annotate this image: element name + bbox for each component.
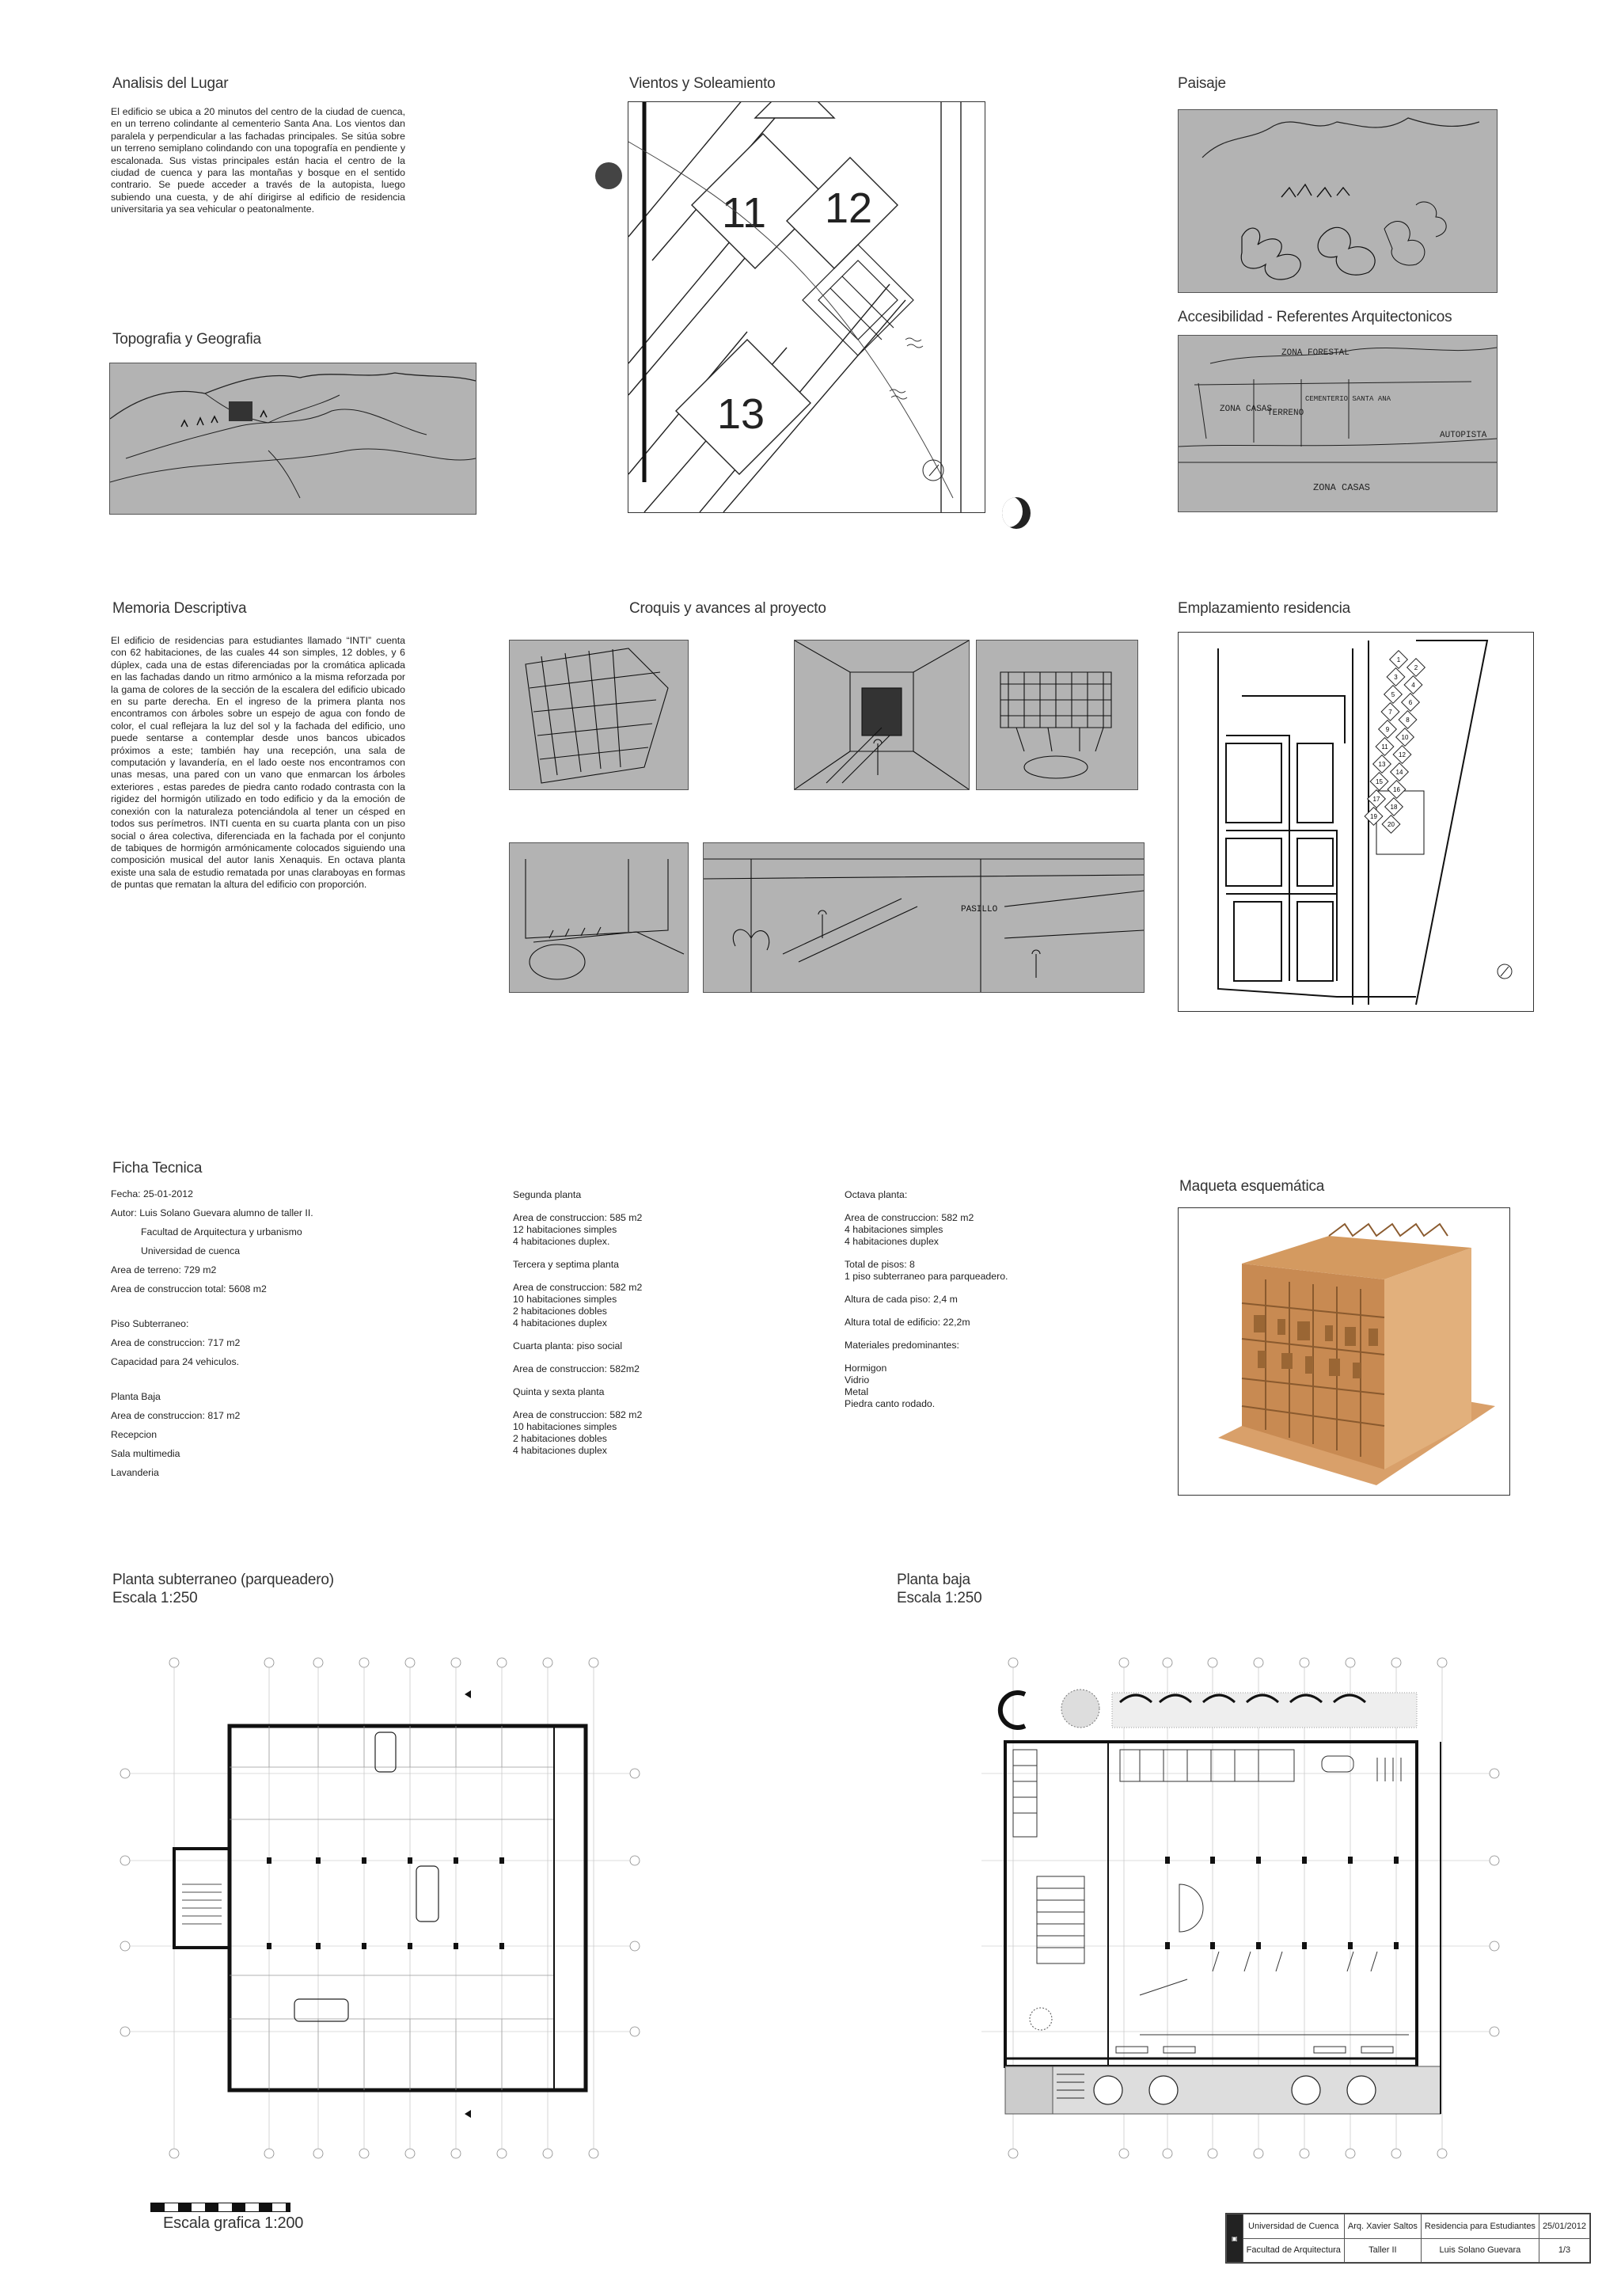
ficha-facultad: Facultad de Arquitectura y urbanismo	[141, 1226, 302, 1237]
scale-bar	[150, 2203, 290, 2212]
ficha-qs-3: 4 habitaciones duplex	[513, 1445, 607, 1456]
label-cementerio: CEMENTERIO SANTA ANA	[1305, 395, 1391, 403]
croquis-title: Croquis y avances al proyecto	[629, 600, 826, 617]
ficha-sp-area: Area de construccion: 585 m2	[513, 1212, 643, 1223]
label-zona-casas-2: ZONA CASAS	[1313, 482, 1371, 493]
sun-icon	[595, 162, 622, 189]
ficha-tp: Total de pisos: 8	[845, 1259, 915, 1270]
croquis-sketch-1	[509, 640, 689, 790]
ficha-op-1: 4 habitaciones simples	[845, 1224, 943, 1235]
analisis-text: El edificio se ubica a 20 minutos del centro de la ciudad de cuenca, en un terreno colindante al cementerio Santa Ana. Los vientos dan paralela y perpendicular a las fachadas principales. Se sitúa sobre un terreno semiplano colindando con una topografía en pendiente y escalonada. Sus vistas principales están hacia el centro de la ciudad de cuenca y para las montañas y bosque en el sentido contrario. Se puede acceder a través de la autopista, luego subiendo una cuesta, y de ahí dirigirse al edificio de residencia universitaria ya sea vehicular o peatonalmente.	[111, 106, 405, 215]
ficha-op-title: Octava planta:	[845, 1189, 908, 1200]
ficha-qs-title: Quinta y sexta planta	[513, 1386, 605, 1397]
ficha-op-area: Area de construccion: 582 m2	[845, 1212, 974, 1223]
ficha-ts-3: 4 habitaciones duplex	[513, 1317, 607, 1329]
ficha-op-2: 4 habitaciones duplex	[845, 1236, 939, 1247]
lot-number: 18	[1390, 804, 1398, 811]
lot-number: 13	[1378, 761, 1386, 768]
tb-sheet: 1/3	[1539, 2238, 1589, 2263]
lot-number: 19	[1370, 813, 1377, 820]
tb-faculty: Facultad de Arquitectura	[1243, 2238, 1344, 2263]
lot-12: 12	[825, 184, 873, 232]
ficha-terreno: Area de terreno: 729 m2	[111, 1264, 217, 1275]
croquis-sketch-5	[703, 842, 1145, 993]
croquis-sketch-4	[509, 842, 689, 993]
ficha-pb-3: Lavanderia	[111, 1467, 159, 1478]
ficha-universidad: Universidad de cuenca	[141, 1245, 241, 1256]
plan-subterraneo	[111, 1647, 649, 2169]
analisis-title: Analisis del Lugar	[112, 75, 229, 92]
lot-number: 5	[1391, 691, 1395, 698]
ficha-tp-1: 1 piso subterraneo para parqueadero.	[845, 1271, 1008, 1282]
lot-number: 16	[1393, 786, 1400, 793]
ficha-altura-piso: Altura de cada piso: 2,4 m	[845, 1294, 958, 1305]
lot-number: 1	[1396, 656, 1401, 663]
scale-label: Escala grafica 1:200	[163, 2214, 304, 2232]
lot-number: 2	[1414, 664, 1418, 671]
ficha-pb-title: Planta Baja	[111, 1391, 161, 1402]
tb-university: Universidad de Cuenca	[1243, 2214, 1344, 2239]
ficha-qs-1: 10 habitaciones simples	[513, 1421, 617, 1432]
pasillo-label: PASILLO	[961, 905, 998, 914]
lot-11: 11	[722, 189, 767, 237]
moon-icon	[1002, 497, 1031, 529]
ficha-total: Area de construccion total: 5608 m2	[111, 1283, 267, 1294]
emplazamiento-title: Emplazamiento residencia	[1178, 600, 1351, 617]
ficha-mat-title: Materiales predominantes:	[845, 1340, 959, 1351]
ficha-qs-2: 2 habitaciones dobles	[513, 1433, 607, 1444]
plan-baja-title: Planta baja	[897, 1572, 970, 1588]
maqueta-photo	[1178, 1207, 1510, 1496]
croquis-sketch-2	[794, 640, 970, 790]
ficha-ts-title: Tercera y septima planta	[513, 1259, 619, 1270]
ficha-autor: Autor: Luis Solano Guevara alumno de taller II.	[111, 1207, 313, 1218]
ficha-ts-1: 10 habitaciones simples	[513, 1294, 617, 1305]
ficha-title: Ficha Tecnica	[112, 1160, 203, 1177]
plan-sub-title: Planta subterraneo (parqueadero)	[112, 1572, 334, 1588]
ficha-cp-area: Area de construccion: 582m2	[513, 1363, 640, 1374]
croquis-sketch-3	[976, 640, 1138, 790]
ficha-sp-2: 4 habitaciones duplex.	[513, 1236, 610, 1247]
lot-number: 20	[1388, 821, 1395, 828]
lot-13: 13	[717, 390, 765, 438]
lot-number: 14	[1395, 769, 1403, 776]
lot-number: 15	[1376, 778, 1383, 785]
ficha-fecha: Fecha: 25-01-2012	[111, 1188, 193, 1199]
plan-sub-scale: Escala 1:250	[112, 1590, 198, 1606]
topografia-title: Topografia y Geografia	[112, 331, 261, 348]
ficha-mat-1: Hormigon	[845, 1363, 887, 1374]
maqueta-title: Maqueta esquemática	[1179, 1178, 1325, 1195]
lot-number: 8	[1406, 717, 1410, 724]
university-logo-icon: ▣	[1227, 2214, 1243, 2263]
plan-baja	[981, 1647, 1510, 2169]
ficha-sp-title: Segunda planta	[513, 1189, 582, 1200]
ficha-ts-area: Area de construccion: 582 m2	[513, 1282, 643, 1293]
lot-number: 10	[1401, 734, 1409, 741]
ficha-altura-total: Altura total de edificio: 22,2m	[845, 1317, 970, 1328]
lot-number: 11	[1381, 743, 1388, 751]
label-autopista: AUTOPISTA	[1440, 431, 1487, 440]
ficha-col3	[845, 1189, 1129, 1410]
title-block	[1225, 2213, 1591, 2264]
paisaje-sketch	[1178, 109, 1498, 293]
vientos-map	[628, 101, 985, 513]
plan-baja-scale: Escala 1:250	[897, 1590, 982, 1606]
topografia-sketch	[109, 363, 476, 515]
ficha-pb-2: Sala multimedia	[111, 1448, 180, 1459]
lot-number: 6	[1408, 699, 1413, 706]
tb-teacher: Arq. Xavier Saltos	[1344, 2214, 1421, 2239]
ficha-mat-3: Metal	[845, 1386, 869, 1397]
memoria-text: El edificio de residencias para estudiantes llamado “INTI” cuenta con 62 habitaciones, de las cuales 44 son simples, 12 dobles, y 6 dúplex, cada una de estas diferenciadas por la cromática aplicada en las fachadas dando un ritmo armónico a la misma reforzada por la gama de colores de la sección de la escalera del edificio ubicado en su parte derecha. En el ingreso de la primera planta nos encontramos con árboles sobre un espejo de agua con fondo de color, el cual reflejara la luz del sol y la fachada del edificio, uno puede sentarse a contemplar desde unos bancos ubicados próximos a este; también hay una recepción, una sala de computación y lavandería, en el lado oeste nos encontramos con unas mesas, una pared con un vano que enmarcan los árboles exteriores , estas paredes de piedra canto rodado contrasta con la rigidez del hormigón utilizado en todo edificio y da la emoción de conexión con la naturaleza potenciándola al tener un césped en todos sus perímetros. INTI cuenta en su cuarta planta con un piso social o área colectiva, diferenciada en la fachada por el conjunto de tabiques de hormigón armónicamente colocados siguiendo una composición musical del autor Ianis Xenaquis. En octava planta existe una sala de estudio rematada por unas claraboyas en formas de puntas que rematan la altura del edificio con proporción.	[111, 635, 405, 891]
accesibilidad-title: Accesibilidad - Referentes Arquitectonicos	[1178, 309, 1452, 325]
ficha-sp-1: 12 habitaciones simples	[513, 1224, 617, 1235]
ficha-sub-cap: Capacidad para 24 vehiculos.	[111, 1356, 240, 1367]
label-terreno: TERRENO	[1267, 409, 1304, 418]
paisaje-title: Paisaje	[1178, 75, 1226, 92]
lot-number: 7	[1388, 709, 1392, 716]
tb-author: Luis Solano Guevara	[1421, 2238, 1539, 2263]
vientos-title: Vientos y Soleamiento	[629, 75, 776, 92]
ficha-pb-area: Area de construccion: 817 m2	[111, 1410, 241, 1421]
label-zona-forestal: ZONA FORESTAL	[1281, 348, 1350, 358]
lot-number: 17	[1372, 796, 1380, 803]
lot-number: 9	[1385, 726, 1390, 733]
label-zona-casas: ZONA CASAS	[1220, 405, 1273, 414]
emplazamiento-map	[1178, 632, 1534, 1012]
ficha-sub-area: Area de construccion: 717 m2	[111, 1337, 241, 1348]
ficha-sub-title: Piso Subterraneo:	[111, 1318, 189, 1329]
lot-number: 3	[1394, 674, 1398, 681]
ficha-mat-2: Vidrio	[845, 1374, 870, 1386]
accesibilidad-sketch	[1178, 335, 1498, 512]
ficha-pb-1: Recepcion	[111, 1429, 158, 1440]
lot-number: 12	[1399, 751, 1406, 758]
ficha-cp-title: Cuarta planta: piso social	[513, 1340, 623, 1351]
tb-date: 25/01/2012	[1539, 2214, 1589, 2239]
ficha-col1	[111, 1188, 396, 1479]
lot-number: 4	[1411, 682, 1415, 689]
tb-project: Residencia para Estudiantes	[1421, 2214, 1539, 2239]
ficha-col2	[513, 1189, 798, 1457]
ficha-qs-area: Area de construccion: 582 m2	[513, 1409, 643, 1420]
ficha-mat-4: Piedra canto rodado.	[845, 1398, 936, 1409]
ficha-ts-2: 2 habitaciones dobles	[513, 1306, 607, 1317]
memoria-title: Memoria Descriptiva	[112, 600, 247, 617]
tb-course: Taller II	[1344, 2238, 1421, 2263]
